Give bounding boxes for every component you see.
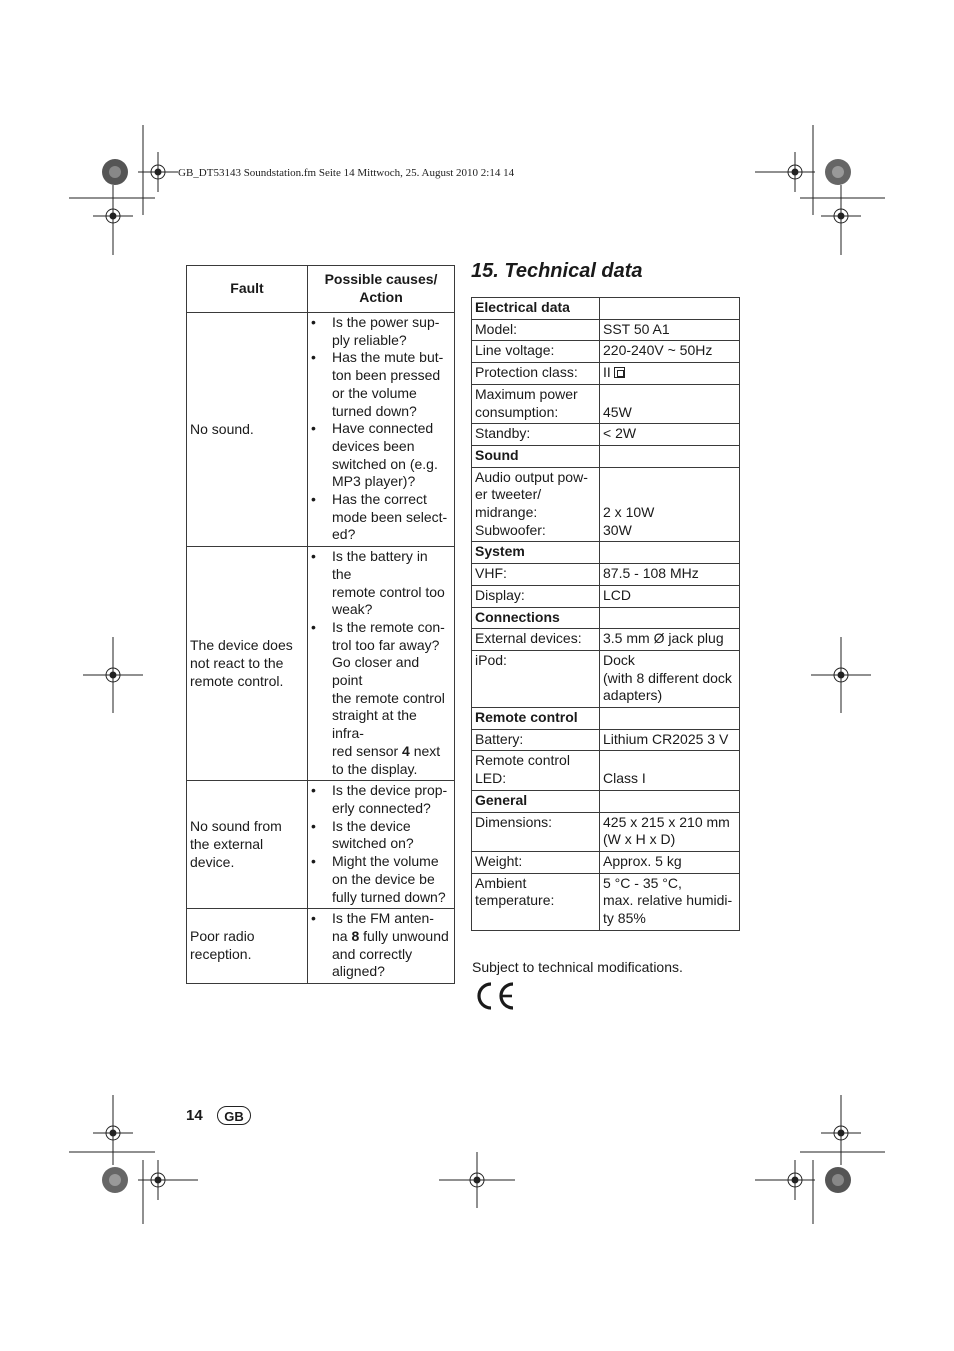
causes-list — [308, 910, 450, 981]
table-row: Battery: Lithium CR2025 3 V — [472, 729, 740, 751]
fault-cell: The device does not react to the remote control. — [187, 547, 308, 781]
page-number: 14 — [186, 1107, 203, 1124]
table-row: Display: LCD — [472, 585, 740, 607]
country-badge: GB — [217, 1106, 251, 1125]
protection-class-icon — [614, 367, 625, 378]
table-row: Ambient temperature: 5 °C ‑ 35 °C, max. relative humidi-ty 85% — [472, 873, 740, 930]
cause-item: • Is the remote con- trol too far away? Go closer and point the remote control straight at the infra- red sensor 4 next to the display. — [308, 619, 450, 778]
cause-item: • Is the FM anten- na 8 fully unwound and correctly aligned? — [308, 910, 450, 981]
causes-list — [308, 548, 450, 778]
table-row — [187, 313, 455, 547]
fault-column-header: Fault — [187, 266, 308, 313]
table-row: Dimensions: 425 x 215 x 210 mm (W x H x D) — [472, 812, 740, 851]
table-row: System — [472, 542, 740, 564]
table-row: Sound — [472, 445, 740, 467]
table-row — [187, 547, 455, 781]
cause-item: • Might the volume on the device be fully turned down? — [308, 853, 450, 906]
causes-list — [308, 782, 450, 906]
cause-item: • Is the device switched on? — [308, 818, 450, 853]
table-row — [187, 909, 455, 984]
table-row: Remote control LED: Class I — [472, 751, 740, 790]
table-row: VHF: 87.5 ‑ 108 MHz — [472, 564, 740, 586]
table-header-row — [187, 266, 455, 313]
table-row — [187, 781, 455, 909]
table-row: Weight: Approx. 5 kg — [472, 851, 740, 873]
cause-item: • Is the power sup- ply reliable? — [308, 314, 450, 349]
cause-item: • Has the correct mode been select- ed? — [308, 491, 450, 544]
table-row: Standby: < 2W — [472, 424, 740, 446]
table-row: Remote control — [472, 708, 740, 730]
table-row: Connections — [472, 607, 740, 629]
table-row: Maximum power consumption: 45W — [472, 384, 740, 423]
cause-item: • Is the battery in the remote control too weak? — [308, 548, 450, 619]
causes-column-header: Possible causes/ Action — [308, 266, 455, 313]
subject-note: Subject to technical modifications. — [472, 959, 683, 975]
cause-item: • Have connected devices been switched on (e.g. MP3 player)? — [308, 420, 450, 491]
table-row: Protection class: II — [472, 363, 740, 385]
table-row: Model: SST 50 A1 — [472, 319, 740, 341]
cause-item: • Has the mute but- ton been pressed or the volume turned down? — [308, 349, 450, 420]
table-row: External devices: 3.5 mm Ø jack plug — [472, 629, 740, 651]
table-row: iPod: Dock (with 8 different dock adapters) — [472, 650, 740, 707]
cause-item: • Is the device prop- erly connected? — [308, 782, 450, 817]
fault-cell: No sound from the external device. — [187, 781, 308, 909]
technical-data-table — [471, 297, 740, 931]
troubleshooting-table — [186, 265, 455, 984]
causes-list — [308, 314, 450, 544]
section-title: 15. Technical data — [471, 260, 643, 282]
fault-cell: Poor radio reception. — [187, 909, 308, 984]
table-row: Audio output pow- er tweeter/ midrange: Subwoofer: 2 x 10W 30W — [472, 467, 740, 542]
table-row: General — [472, 790, 740, 812]
table-row: Line voltage: 220-240V ~ 50Hz — [472, 341, 740, 363]
ce-mark-icon — [472, 981, 516, 1011]
print-header-line: GB_DT53143 Soundstation.fm Seite 14 Mittwoch, 25. August 2010 2:14 14 — [178, 167, 515, 179]
fault-cell: No sound. — [187, 313, 308, 547]
table-row: Electrical data — [472, 298, 740, 320]
